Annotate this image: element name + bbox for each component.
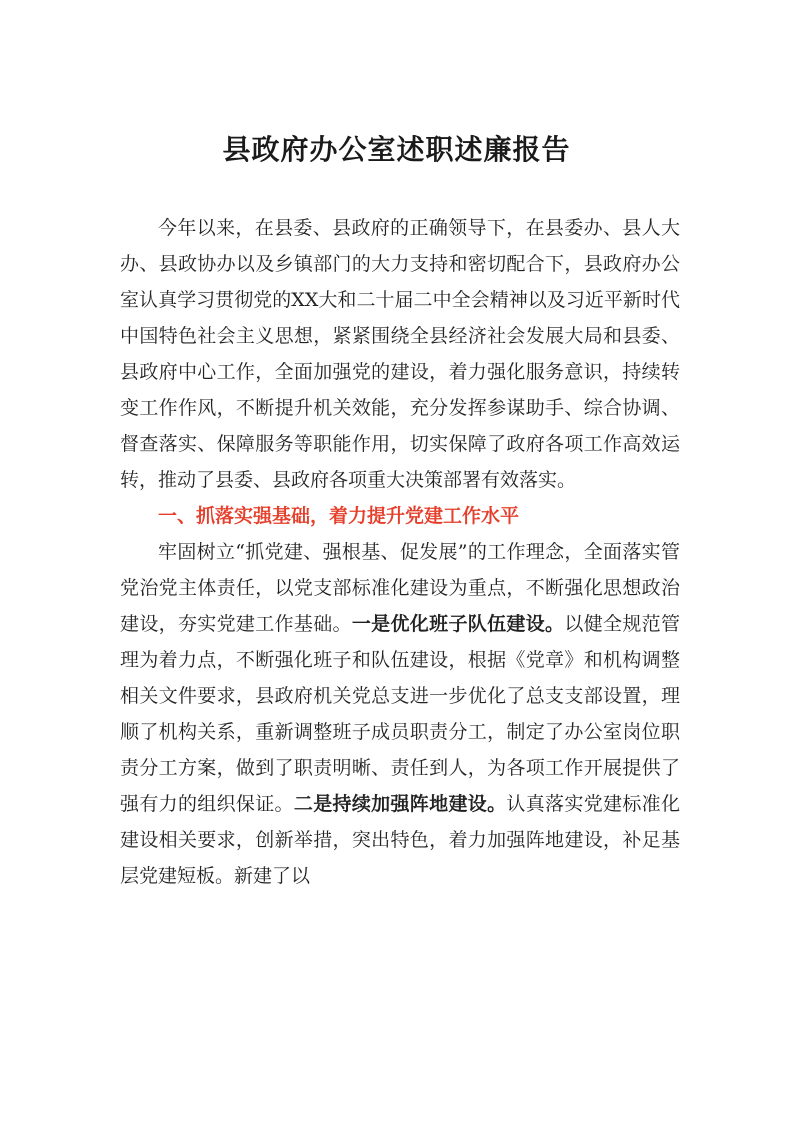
section-1-paragraph <box>120 534 680 894</box>
section-heading-1: 一、抓落实强基础，着力提升党建工作水平 <box>158 505 520 527</box>
section-1-text-2: 以健全规范管理为着力点，不断强化班子和队伍建设，根据《党章》和机构调整相关文件要求，县政府机关党总支进一步优化了总支支部设置，理顺了机构关系，重新调整班子成员职责分工，制定了办公室岗位职责分工方案，做到了职责明晰、责任到人，为各项工作开展提供了强有力的组织保证。 <box>120 613 680 815</box>
section-1-text-1: 牢固树立“抓党建、强根基、促发展”的工作理念，全面落实管党治党主体责任，以党支部标准化建设为重点，不断强化思想政治建设，夯实党建工作基础。 <box>120 541 680 635</box>
section-1-text-3: 认真落实党建标准化建设相关要求，创新举措，突出特色，着力加强阵地建设，补足基层党建短板。新建了以 <box>120 793 680 887</box>
section-1-label-1: 一是优化班子队伍建设。 <box>351 613 565 635</box>
document-body <box>120 210 680 894</box>
section-1-label-2: 二是持续加强阵地建设。 <box>293 793 507 815</box>
document-title: 县政府办公室述职述廉报告 <box>222 133 571 166</box>
intro-paragraph: 今年以来，在县委、县政府的正确领导下，在县委办、县人大办、县政协办以及乡镇部门的大力支持和密切配合下，县政府办公室认真学习贯彻党的XX大和二十届二中全会精神以及习近平新时代中国特色社会主义思想，紧紧围绕全县经济社会发展大局和县委、县政府中心工作，全面加强党的建设，着力强化服务意识，持续转变工作作风，不断提升机关效能，充分发挥参谋助手、综合协调、督查落实、保障服务等职能作用，切实保障了政府各项工作高效运转，推动了县委、县政府各项重大决策部署有效落实。 <box>120 217 680 491</box>
